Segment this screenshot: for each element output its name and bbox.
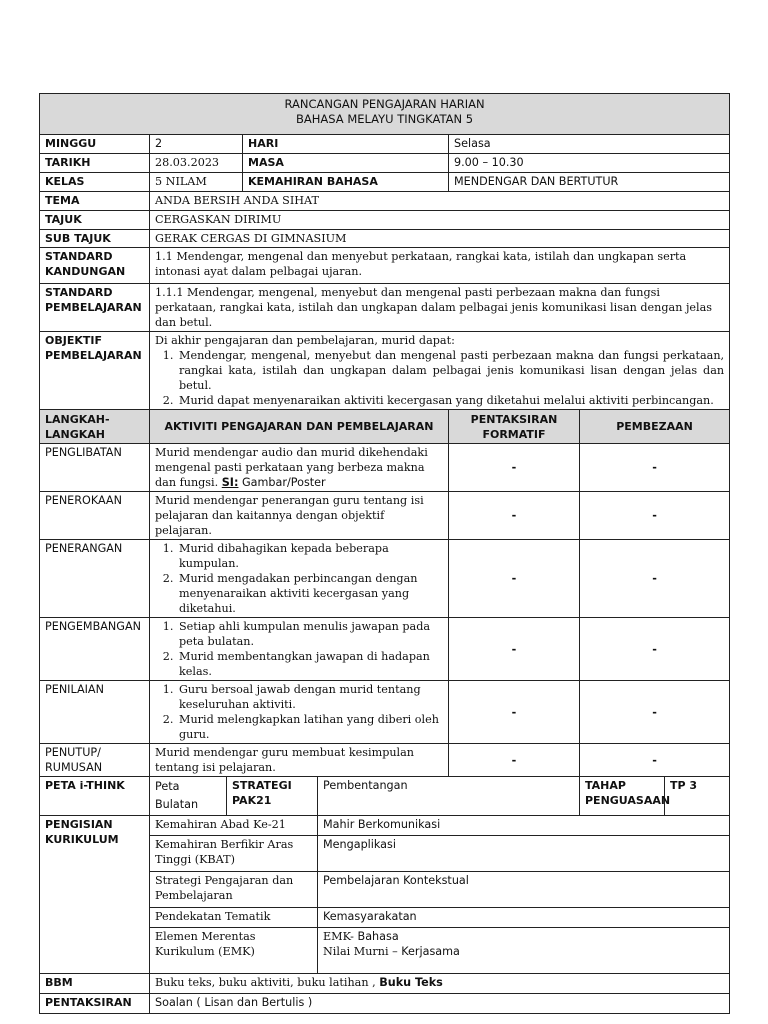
sk-value: 1.1 Mendengar, mengenal dan menyebut perkataan, rangkai kata, istilah dan ungkapan serta intonasi ayat dalam pelbagai ujaran. [150, 248, 730, 284]
objektif-label-line1: OBJEKTIF [45, 334, 102, 347]
step-label: PENERANGAN [40, 540, 150, 618]
tajuk-value: CERGASKAN DIRIMU [150, 211, 730, 230]
peta-line2: Bulatan [155, 798, 199, 811]
tema-value: ANDA BERSIH ANDA SIHAT [150, 192, 730, 211]
peta-value [150, 777, 227, 816]
step-penilaian [40, 681, 730, 744]
strategi-label [227, 777, 318, 816]
step-label [40, 744, 150, 777]
objektif-value [150, 332, 730, 410]
formatif-header [449, 410, 580, 444]
kurikulum-value: Mahir Berkomunikasi [318, 816, 730, 836]
step-activity: Murid mendengar guru membuat kesimpulan tentang isi pelajaran. [150, 744, 449, 777]
step-penerangan [40, 540, 730, 618]
step-pembezaan: - [580, 744, 730, 777]
step-activity-item: 2. Murid melengkapkan latihan yang diberi oleh guru. [177, 712, 443, 742]
strategi-line1: STRATEGI [232, 779, 292, 792]
bbm-value [150, 974, 730, 994]
step-formatif: - [449, 744, 580, 777]
step-activity [150, 618, 449, 681]
step-pengembangan [40, 618, 730, 681]
kurikulum-key: Elemen Merentas Kurikulum (EMK) [150, 928, 318, 974]
kelas-value: 5 NILAM [150, 173, 243, 192]
kelas-row [40, 173, 730, 192]
title-row [40, 94, 730, 135]
step-pembezaan: - [580, 492, 730, 540]
sp-value: 1.1.1 Mendengar, mengenal, menyebut dan mengenal pasti perbezaan makna dan fungsi perkataan, rangkai kata, istilah dan ungkapan dalam pelbagai jenis komunikasi lisan dengan jelas dan betul. [150, 284, 730, 332]
step-label-line1: PENUTUP/ [45, 746, 101, 759]
kurikulum-label [40, 816, 150, 974]
formatif-header-line1: PENTAKSIRAN [470, 412, 558, 426]
tema-label: TEMA [40, 192, 150, 211]
kurikulum-key: Strategi Pengajaran dan Pembelajaran [150, 872, 318, 908]
emk-line [323, 929, 724, 944]
step-label-line2: RUMUSAN [45, 761, 103, 774]
tajuk-label: TAJUK [40, 211, 150, 230]
tajuk-row [40, 211, 730, 230]
title-cell [40, 94, 730, 135]
step-activity-item: 2. Murid membentangkan jawapan di hadapan kelas. [177, 649, 443, 679]
hari-value: Selasa [449, 135, 730, 154]
step-activity-item: 1. Guru bersoal jawab dengan murid tentang keseluruhan aktiviti. [177, 682, 443, 712]
kurikulum-key: Pendekatan Tematik [150, 908, 318, 928]
step-formatif: - [449, 540, 580, 618]
pentaksiran-value: Soalan ( Lisan dan Bertulis ) [150, 994, 730, 1014]
sk-row [40, 248, 730, 284]
sp-row [40, 284, 730, 332]
bbm-bold: Buku Teks [379, 976, 443, 989]
objektif-list [155, 348, 724, 408]
bbm-row [40, 974, 730, 994]
sk-label [40, 248, 150, 284]
aktiviti-header: AKTIVITI PENGAJARAN DAN PEMBELAJARAN [150, 410, 449, 444]
langkah-header-line1: LANGKAH- [45, 412, 110, 426]
emk-value: Bahasa [357, 930, 399, 943]
tarikh-label: TARIKH [40, 154, 150, 173]
peta-line1: Peta [155, 780, 180, 793]
tarikh-value: 28.03.2023 [150, 154, 243, 173]
formatif-header-line2: FORMATIF [482, 427, 546, 441]
pembezaan-header: PEMBEZAAN [580, 410, 730, 444]
tp-value: TP 3 [665, 777, 730, 816]
kemahiran-label: KEMAHIRAN BAHASA [243, 173, 449, 192]
objektif-label [40, 332, 150, 410]
pentaksiran-label: PENTAKSIRAN [40, 994, 150, 1014]
step-activity-item: 1. Setiap ahli kumpulan menulis jawapan pada peta bulatan. [177, 619, 443, 649]
nilai-value: Kerjasama [401, 945, 460, 958]
step-activity-text: Murid mendengar audio dan murid dikehendaki mengenal pasti perkataan yang berbeza makna dan fungsi. [155, 446, 428, 489]
minggu-label: MINGGU [40, 135, 150, 154]
step-activity-list [155, 682, 443, 742]
kurikulum-label-line1: PENGISIAN [45, 818, 113, 831]
kemahiran-value: MENDENGAR DAN BERTUTUR [449, 173, 730, 192]
subtajuk-row [40, 230, 730, 248]
kurikulum-value [318, 928, 730, 974]
step-pembezaan: - [580, 681, 730, 744]
lesson-plan-table [39, 93, 730, 1014]
page-subtitle: BAHASA MELAYU TINGKATAN 5 [296, 112, 474, 126]
sp-label-line2: PEMBELAJARAN [45, 301, 142, 314]
bbm-text: Buku teks, buku aktiviti, buku latihan , [155, 976, 380, 989]
objektif-item: 2. Murid dapat menyenaraikan aktiviti kecergasan yang diketahui melalui aktiviti perbincangan. [177, 393, 724, 408]
strategi-line2: PAK21 [232, 794, 272, 807]
emk-prefix: EMK- [323, 930, 358, 943]
step-formatif: - [449, 681, 580, 744]
sk-label-line2: KANDUNGAN [45, 265, 126, 278]
objektif-row [40, 332, 730, 410]
step-pembezaan: - [580, 540, 730, 618]
step-pembezaan: - [580, 618, 730, 681]
kurikulum-value: Pembelajaran Kontekstual [318, 872, 730, 908]
tahap-label [580, 777, 671, 816]
sk-label-line1: STANDARD [45, 250, 113, 263]
subtajuk-label: SUB TAJUK [40, 230, 150, 248]
bbm-label: BBM [40, 974, 150, 994]
pentaksiran-row [40, 994, 730, 1014]
kurikulum-key: Kemahiran Berfikir Aras Tinggi (KBAT) [150, 836, 318, 872]
kelas-label: KELAS [40, 173, 150, 192]
nilai-line [323, 944, 724, 959]
step-activity: Murid mendengar penerangan guru tentang isi pelajaran dan kaitannya dengan objektif pelajaran. [150, 492, 449, 540]
step-label: PENGLIBATAN [40, 444, 150, 492]
petathink-row [40, 777, 730, 816]
objektif-label-line2: PEMBELAJARAN [45, 349, 142, 362]
step-penglibatan [40, 444, 730, 492]
hari-label: HARI [243, 135, 449, 154]
subtajuk-value: GERAK CERGAS DI GIMNASIUM [150, 230, 730, 248]
step-label: PENILAIAN [40, 681, 150, 744]
tema-row [40, 192, 730, 211]
tahap-line1: TAHAP [585, 779, 626, 792]
nilai-prefix: Nilai Murni – [323, 945, 402, 958]
step-label: PENEROKAAN [40, 492, 150, 540]
minggu-row [40, 135, 730, 154]
step-pembezaan: - [580, 444, 730, 492]
step-label: PENGEMBANGAN [40, 618, 150, 681]
petathink-label: PETA i-THINK [40, 777, 150, 816]
objektif-item: 1. Mendengar, mengenal, menyebut dan mengenal pasti perbezaan makna dan fungsi perkataan, rangkai kata, istilah dan ungkapan dalam pelbagai jenis komunikasi lisan dengan jelas dan betul. [177, 348, 724, 393]
minggu-value: 2 [150, 135, 243, 154]
step-formatif: - [449, 492, 580, 540]
step-formatif: - [449, 444, 580, 492]
sp-label [40, 284, 150, 332]
step-activity-item: 1. Murid dibahagikan kepada beberapa kumpulan. [177, 541, 443, 571]
step-penerokaan [40, 492, 730, 540]
tahap-line2: PENGUASAAN [585, 794, 671, 807]
lesson-plan-sheet [39, 93, 729, 1014]
step-activity-list [155, 619, 443, 679]
kurikulum-row [40, 816, 730, 836]
sp-label-line1: STANDARD [45, 286, 113, 299]
kurikulum-label-line2: KURIKULUM [45, 833, 119, 846]
masa-value: 9.00 – 10.30 [449, 154, 730, 173]
steps-header-row [40, 410, 730, 444]
step-activity-item: 2. Murid mengadakan perbincangan dengan menyenaraikan aktiviti kecergasan yang diketahui. [177, 571, 443, 616]
si-label: SI: [221, 476, 239, 489]
kurikulum-value: Mengaplikasi [318, 836, 730, 872]
masa-label: MASA [243, 154, 449, 173]
step-activity-list [155, 541, 443, 616]
step-formatif: - [449, 618, 580, 681]
si-value: Gambar/Poster [238, 476, 326, 489]
step-activity [150, 444, 449, 492]
objektif-intro: Di akhir pengajaran dan pembelajaran, murid dapat: [155, 334, 455, 347]
kurikulum-key: Kemahiran Abad Ke-21 [150, 816, 318, 836]
tarikh-row [40, 154, 730, 173]
kurikulum-value: Kemasyarakatan [318, 908, 730, 928]
langkah-header-line2: LANGKAH [45, 427, 106, 441]
langkah-header [40, 410, 150, 444]
step-activity [150, 540, 449, 618]
step-penutup [40, 744, 730, 777]
step-activity [150, 681, 449, 744]
pak21-value: Pembentangan [318, 777, 580, 816]
page-title: RANCANGAN PENGAJARAN HARIAN [284, 97, 485, 111]
